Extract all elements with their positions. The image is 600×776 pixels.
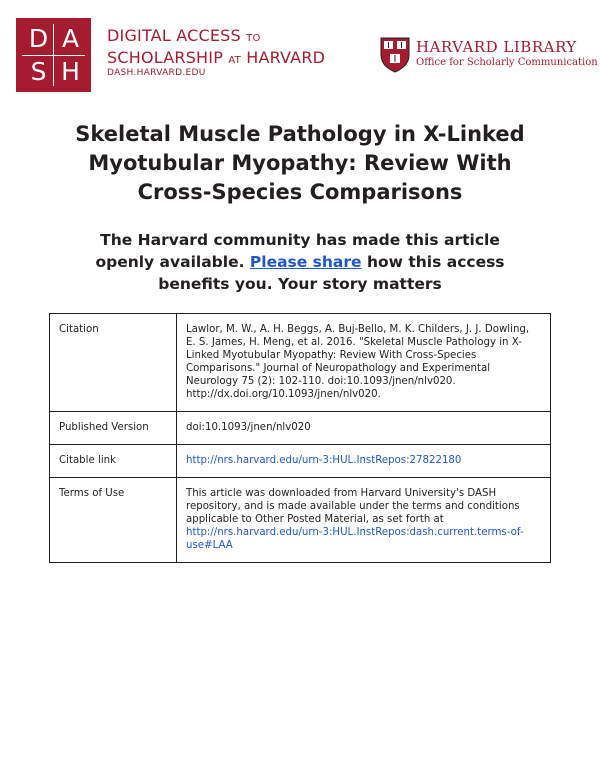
published-version-label: Published Version <box>50 412 177 445</box>
harvard-library-name: HARVARD LIBRARY <box>416 38 577 56</box>
dash-url[interactable]: DASH.HARVARD.EDU <box>107 68 206 78</box>
logo-letter-d: D <box>28 24 49 53</box>
dash-line1-small: TO <box>246 33 261 44</box>
logo-letter-s: S <box>30 57 47 86</box>
citable-link-label: Citable link <box>50 445 177 478</box>
please-share-link[interactable]: Please share <box>249 253 362 271</box>
dash-line2-main: SCHOLARSHIP <box>107 48 224 67</box>
notice-text-after: how this access benefits you. Your story matters <box>158 253 505 293</box>
dash-line1-main: DIGITAL ACCESS <box>107 26 241 45</box>
terms-of-use-link[interactable]: http://nrs.harvard.edu/urn-3:HUL.InstRepos:dash.current.terms-of-use#LAA <box>186 527 524 551</box>
dash-logo <box>16 18 91 92</box>
logo-letter-h: H <box>61 57 80 86</box>
metadata-table <box>49 313 551 563</box>
dash-wordmark <box>107 26 325 70</box>
table-row-citable-link <box>50 445 551 478</box>
citable-link-cell <box>177 445 551 478</box>
terms-of-use-cell <box>177 478 551 563</box>
logo-letter-a: A <box>61 24 80 53</box>
citation-value: Lawlor, M. W., A. H. Beggs, A. Buj-Bello, M. K. Childers, J. J. Dowling, E. S. James, H. Meng, et al. 2016. "Skeletal Muscle Pathology in X-Linked Myotubular Myopathy: Review With Cross-Species Comparisons." Journal of Neuropathology and Experimental Neurology 75 (2): 102-110. doi:10.1093/jnen/nlv020. http://dx.doi.org/10.1093/jnen/nlv020. <box>177 314 551 412</box>
access-notice <box>80 229 520 295</box>
dash-wordmark-line1 <box>107 26 325 48</box>
citation-label: Citation <box>50 314 177 412</box>
harvard-shield-icon <box>380 37 410 73</box>
notice-text-before: The Harvard community has made this article openly available. <box>95 231 500 271</box>
terms-of-use-text: This article was downloaded from Harvard University's DASH repository, and is made available under the terms and conditions applicable to Other Posted Material, as set forth at <box>186 488 520 525</box>
article-title: Skeletal Muscle Pathology in X-Linked Myotubular Myopathy: Review With Cross-Species Comparisons <box>75 122 525 204</box>
published-version-value: doi:10.1093/jnen/nlv020 <box>177 412 551 445</box>
dash-wordmark-line2 <box>107 48 325 70</box>
table-row-citation <box>50 314 551 412</box>
dash-line2-small: AT <box>228 55 241 66</box>
dash-line2-end: HARVARD <box>246 48 326 67</box>
table-row-terms-of-use <box>50 478 551 563</box>
citable-link[interactable]: http://nrs.harvard.edu/urn-3:HUL.InstRepos:27822180 <box>186 455 462 466</box>
terms-of-use-label: Terms of Use <box>50 478 177 563</box>
harvard-library-office: Office for Scholarly Communication <box>416 57 598 68</box>
table-row-published-version <box>50 412 551 445</box>
